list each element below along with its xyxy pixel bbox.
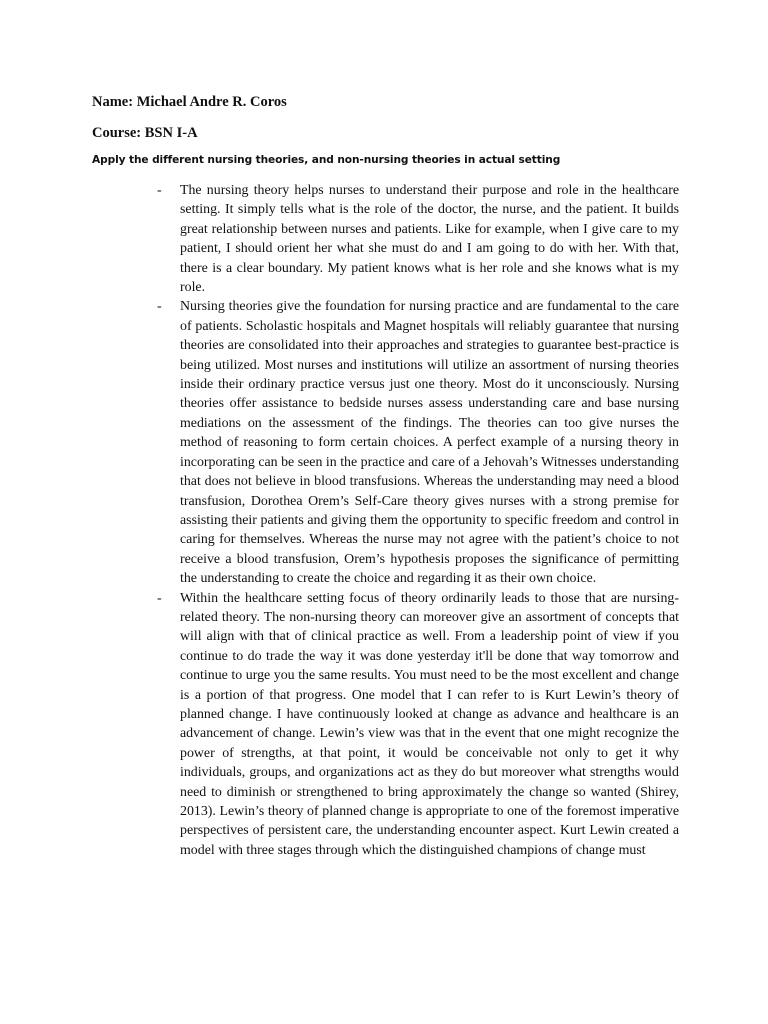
list-item	[157, 181, 679, 297]
bullet-dash: -	[157, 183, 162, 198]
bullet-dash: -	[157, 299, 162, 315]
course-value: BSN I-A	[144, 125, 198, 141]
paragraph-text: Nursing theories give the foundation for nursing practice and are fundamental to the care of patients. Scholastic hospitals and Magnet hospitals will reliably guarantee that nursing theories are consolidated into their approaches and strategies to guarantee best-practice is being utilized. Most nurses and institutions will utilize an assortment of nursing theories inside their ordinary practice versus just one theory. Most do it unconsciously. Nursing theories offer assistance to bedside nurses assess understanding care and base nursing mediations on the assessment of the findings. The theories can too give nurses the method of reasoning to form certain choices. A perfect example of a nursing theory in incorporating can be seen in the practice and care of a Jehovah’s Witnesses understanding that does not believe in blood transfusions. Whereas the understanding may need a blood transfusion, Dorothea Orem’s Self-Care theory gives nurses with a strong premise for assisting their patients and giving them the opportunity to specific freedom and control in caring for themselves. Whereas the nurse may not agree with the patient’s choice to not receive a blood transfusion, Orem’s hypothesis proposes the significance of permitting the understanding to create the choice and regarding it as their own choice.	[180, 299, 679, 587]
answer-list	[157, 181, 679, 860]
bullet-dash: -	[157, 590, 162, 606]
assignment-prompt: Apply the different nursing theories, and non-nursing theories in actual setting	[92, 154, 561, 166]
name-value: Michael Andre R. Coros	[136, 94, 287, 110]
list-item	[157, 589, 679, 861]
student-name	[92, 93, 287, 111]
course-label: Course:	[92, 125, 142, 141]
course	[92, 124, 198, 142]
paragraph-text: The nursing theory helps nurses to understand their purpose and role in the healthcare setting. It simply tells what is the role of the doctor, the nurse, and the patient. It builds great relationship between nurses and patients. Like for example, when I give care to my patient, I should orient her what she must do and I am going to do with her. With that, there is a clear boundary. My patient knows what is her role and she knows what is my role.	[180, 183, 679, 296]
list-item	[157, 297, 679, 588]
name-label: Name:	[92, 94, 134, 110]
paragraph-text: Within the healthcare setting focus of theory ordinarily leads to those that are nursing-related theory. The non-nursing theory can moreover give an assortment of concepts that will align with that of clinical practice as well. From a leadership point of view if you continue to do trade the way it was done yesterday it'll be done that way tomorrow and continue to urge you the same results. You must need to be the most excellent and change is a portion of that progress. One model that I can refer to is Kurt Lewin’s theory of planned change. I have continuously looked at change as advance and healthcare is an advancement of change. Lewin’s view was that in the event that one might recognize the power of strengths, at that point, it would be conceivable not only to get it why individuals, groups, and organizations act as they do but moreover what strengths would need to diminish or strengthened to bring approximately the change so wanted (Shirey, 2013). Lewin’s theory of planned change is appropriate to one of the foremost imperative perspectives of persistent care, the understanding encounter aspect. Kurt Lewin created a model with three stages through which the distinguished champions of change must	[180, 590, 679, 858]
